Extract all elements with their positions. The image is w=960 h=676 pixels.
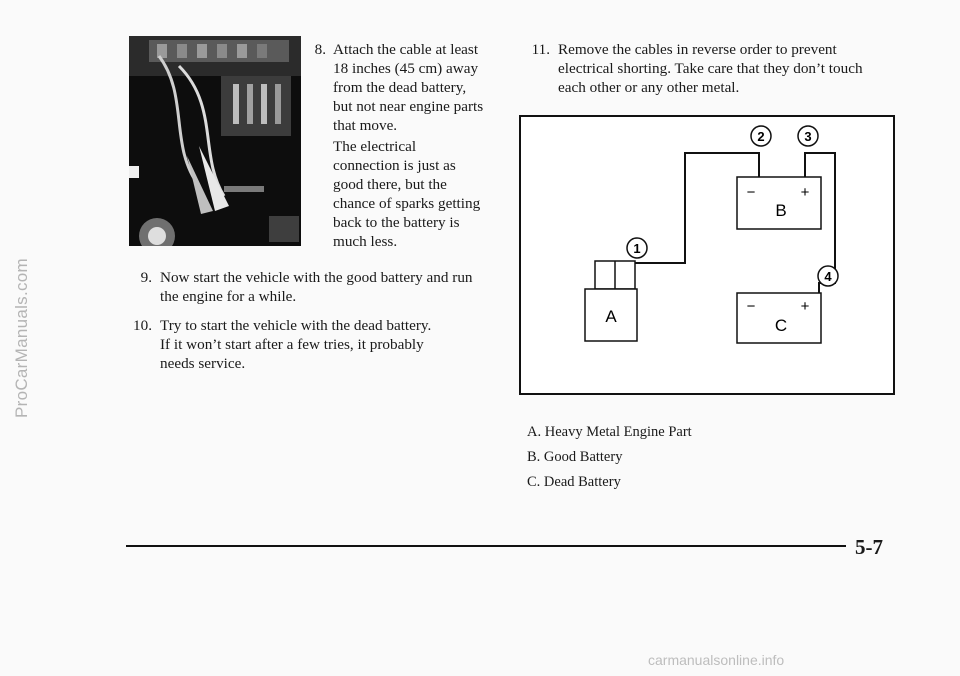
sidebar-site-label: ProCarManuals.com bbox=[12, 257, 32, 419]
step-8-line: that move. bbox=[333, 117, 398, 134]
callout-2 bbox=[751, 126, 771, 146]
callout-2-label: 2 bbox=[757, 129, 765, 144]
step-8-line: but not near engine parts bbox=[333, 98, 484, 115]
box-a-label: A bbox=[605, 307, 617, 326]
box-c-plus: + bbox=[800, 298, 810, 315]
box-b-plus: + bbox=[800, 184, 810, 201]
step-8-note-line: The electrical bbox=[333, 138, 417, 155]
page-number: 5-7 bbox=[855, 535, 883, 559]
step-8-line: 18 inches (45 cm) away bbox=[333, 60, 479, 77]
step-9-text bbox=[160, 268, 510, 306]
footer-rule bbox=[126, 545, 846, 547]
box-c-minus: − bbox=[746, 298, 756, 315]
callout-1-label: 1 bbox=[633, 241, 641, 256]
step-10-number: 10. bbox=[133, 317, 152, 334]
step-8-number: 8. bbox=[314, 41, 326, 58]
step-11-line: Remove the cables in reverse order to prevent bbox=[558, 41, 837, 58]
callout-3-label: 3 bbox=[804, 129, 812, 144]
box-b-minus: − bbox=[746, 184, 756, 201]
box-c-label: C bbox=[774, 316, 788, 335]
callout-4 bbox=[818, 266, 838, 286]
step-9-line: Now start the vehicle with the good battery and run bbox=[160, 269, 473, 286]
step-11-line: electrical shorting. Take care that they don’t touch bbox=[558, 60, 863, 77]
engine-photo-image bbox=[129, 36, 301, 246]
step-8-note-line: much less. bbox=[333, 233, 398, 250]
step-8-line: Attach the cable at least bbox=[333, 41, 479, 58]
step-8-note-line: back to the battery is bbox=[333, 214, 460, 231]
step-8-note-line: good there, but the bbox=[333, 176, 447, 193]
step-8-note-line: connection is just as bbox=[333, 157, 456, 174]
callout-1 bbox=[627, 238, 647, 258]
step-9-number: 9. bbox=[140, 269, 152, 286]
callout-4-label: 4 bbox=[824, 269, 832, 284]
step-9-line: the engine for a while. bbox=[160, 288, 297, 305]
step-10-line: Try to start the vehicle with the dead battery. bbox=[160, 317, 432, 334]
diagram-frame bbox=[520, 116, 894, 394]
engine-photo bbox=[129, 36, 301, 246]
legend-item-b: B. Good Battery bbox=[527, 449, 623, 465]
step-11-text bbox=[558, 40, 918, 97]
step-8-text bbox=[333, 40, 513, 135]
footer-watermark: carmanualsonline.info bbox=[648, 652, 785, 668]
box-b-label: B bbox=[775, 201, 787, 220]
step-8-line: from the dead battery, bbox=[333, 79, 467, 96]
step-8-note-line: chance of sparks getting bbox=[333, 195, 481, 212]
step-10-line: needs service. bbox=[160, 355, 246, 372]
sidebar-watermark bbox=[6, 88, 38, 588]
step-11-number: 11. bbox=[531, 41, 550, 58]
jump-start-diagram bbox=[519, 115, 895, 395]
legend-item-c: C. Dead Battery bbox=[527, 474, 621, 490]
step-10-text bbox=[160, 316, 510, 373]
step-10-line: If it won’t start after a few tries, it probably bbox=[160, 336, 424, 353]
callout-3 bbox=[798, 126, 818, 146]
step-11-line: each other or any other metal. bbox=[558, 79, 740, 96]
legend-item-a: A. Heavy Metal Engine Part bbox=[527, 424, 692, 440]
step-8-note bbox=[333, 137, 513, 251]
